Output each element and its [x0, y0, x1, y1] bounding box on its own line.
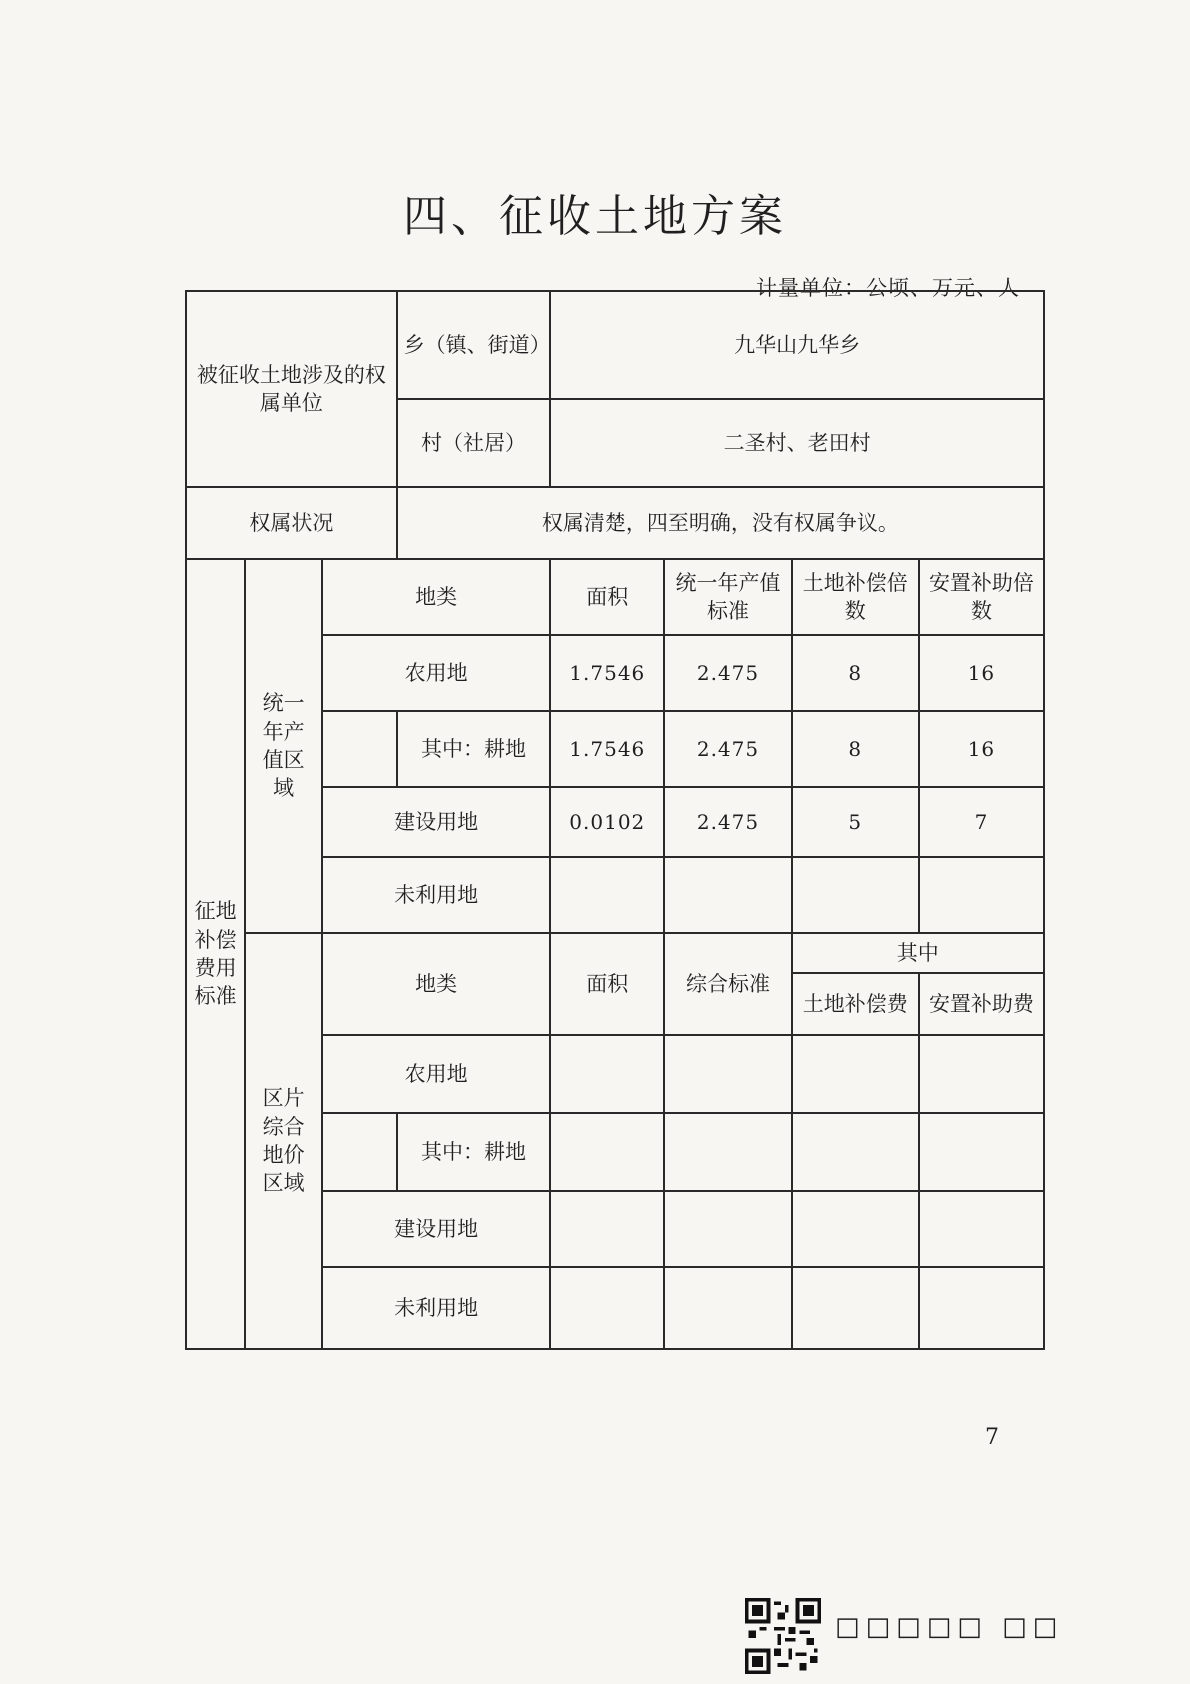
uniform-row-resettle-multiple — [919, 857, 1044, 933]
zoned-row-land-fee — [792, 1113, 919, 1191]
zoned-row-area — [550, 1267, 664, 1349]
zoned-row-resettle-fee — [919, 1035, 1044, 1113]
uniform-row-resettle-multiple: 16 — [919, 635, 1044, 711]
uniform-row-area: 1.7546 — [550, 635, 664, 711]
zoned-area-label: 区片综合地价区域 — [245, 933, 322, 1349]
uniform-row-type: 未利用地 — [322, 857, 550, 933]
uniform-row-standard: 2.475 — [664, 711, 791, 787]
zoned-row-type: 未利用地 — [322, 1267, 550, 1349]
township-label: 乡（镇、街道） — [397, 291, 551, 399]
zoned-header-area: 面积 — [550, 933, 664, 1035]
zoned-row-standard — [664, 1113, 791, 1191]
qr-code-icon — [745, 1598, 821, 1674]
page-title: 四、征收土地方案 — [403, 191, 787, 242]
uniform-row-standard: 2.475 — [664, 787, 791, 857]
zoned-header-land-fee: 土地补偿费 — [792, 973, 919, 1035]
township-value: 九华山九华乡 — [550, 291, 1044, 399]
uniform-row-type: 农用地 — [322, 635, 550, 711]
compensation-section-label: 征地补偿费用标准 — [186, 559, 245, 1349]
zoned-row-area — [550, 1113, 664, 1191]
village-label: 村（社居） — [397, 399, 551, 487]
footer-text: □□□□□ □□ — [835, 1612, 1064, 1642]
village-value: 二圣村、老田村 — [550, 399, 1044, 487]
zoned-row-standard — [664, 1191, 791, 1267]
zoned-row-type: 建设用地 — [322, 1191, 550, 1267]
zoned-row-resettle-fee — [919, 1267, 1044, 1349]
uniform-row-resettle-multiple: 16 — [919, 711, 1044, 787]
land-acquisition-table — [185, 290, 1045, 1350]
zoned-header-resettle-fee: 安置补助费 — [919, 973, 1044, 1035]
zoned-row-land-fee — [792, 1035, 919, 1113]
zoned-row-type: 农用地 — [322, 1035, 550, 1113]
uniform-header-area: 面积 — [550, 559, 664, 635]
uniform-zone-label: 统一年产值区域 — [245, 559, 322, 933]
zoned-row-land-fee — [792, 1191, 919, 1267]
uniform-row-land-multiple — [792, 857, 919, 933]
uniform-header-land-type: 地类 — [322, 559, 550, 635]
uniform-row-standard: 2.475 — [664, 635, 791, 711]
status-value: 权属清楚，四至明确，没有权属争议。 — [397, 487, 1044, 559]
uniform-row-type: 建设用地 — [322, 787, 550, 857]
uniform-row-land-multiple: 8 — [792, 635, 919, 711]
uniform-header-land-multiple: 土地补偿倍数 — [792, 559, 919, 635]
zoned-row-area — [550, 1191, 664, 1267]
zoned-row-resettle-fee — [919, 1113, 1044, 1191]
zoned-row-type: 其中：耕地 — [397, 1113, 551, 1191]
status-label: 权属状况 — [186, 487, 397, 559]
zoned-row-resettle-fee — [919, 1191, 1044, 1267]
uniform-row-area: 0.0102 — [550, 787, 664, 857]
zoned-row-land-fee — [792, 1267, 919, 1349]
zoned-row-area — [550, 1035, 664, 1113]
zoned-header-among: 其中 — [792, 933, 1044, 973]
page-number: 7 — [985, 1425, 999, 1450]
uniform-row-type: 其中：耕地 — [397, 711, 551, 787]
zoned-header-land-type: 地类 — [322, 933, 550, 1035]
zoned-header-standard: 综合标准 — [664, 933, 791, 1035]
uniform-row-area: 1.7546 — [550, 711, 664, 787]
uniform-header-standard: 统一年产值标准 — [664, 559, 791, 635]
zoned-row-standard — [664, 1267, 791, 1349]
uniform-row-land-multiple: 8 — [792, 711, 919, 787]
land-acquisition-table-wrap — [185, 290, 1045, 1350]
uniform-row-land-multiple: 5 — [792, 787, 919, 857]
uniform-row-resettle-multiple: 7 — [919, 787, 1044, 857]
ownership-header: 被征收土地涉及的权属单位 — [186, 291, 397, 487]
zoned-row-standard — [664, 1035, 791, 1113]
uniform-header-resettle-multiple: 安置补助倍数 — [919, 559, 1044, 635]
uniform-row-standard — [664, 857, 791, 933]
unit-note: 计量单位：公顷、万元、人 — [756, 276, 1020, 300]
uniform-row-area — [550, 857, 664, 933]
